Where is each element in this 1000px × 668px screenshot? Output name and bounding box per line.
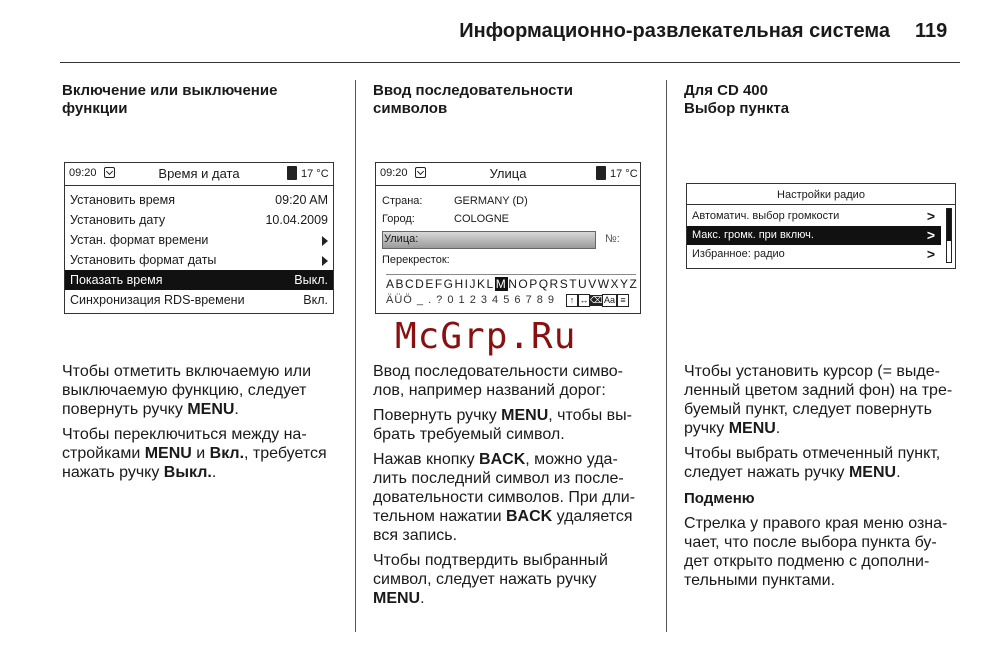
text: следует нажать ручку — [684, 464, 849, 481]
paragraph — [62, 362, 347, 419]
section-heading-cd400 — [684, 82, 789, 118]
col3-body-bottom — [684, 514, 974, 596]
crossing-label: Перекресток: — [382, 254, 450, 266]
city-value: COLOGNE — [454, 213, 510, 225]
scrollbar[interactable] — [946, 208, 952, 263]
text: вся запись. — [373, 527, 458, 544]
paragraph — [373, 362, 658, 400]
row-label: Синхронизация RDS-времени — [70, 293, 245, 307]
chevron-right-icon — [322, 230, 328, 250]
paragraph — [373, 551, 658, 608]
col3-body-top — [684, 362, 974, 488]
keyboard-function-keys[interactable] — [566, 294, 629, 307]
chevron-right-icon: > — [926, 208, 935, 224]
menu-row-favorites-radio[interactable] — [687, 245, 941, 264]
heading-line: Выбор пункта — [684, 100, 790, 117]
row-value: 10.04.2009 — [265, 213, 328, 227]
text: . — [775, 420, 781, 437]
text: повернуть ручку — [62, 401, 188, 418]
key-off: Выкл. — [163, 464, 212, 481]
section-heading-toggle-function — [62, 82, 277, 118]
header-divider — [60, 62, 960, 63]
text: Чтобы выбрать отмеченный пункт, — [684, 445, 941, 462]
character-keyboard-row-2[interactable] — [386, 294, 555, 306]
text: буемый пункт, следует повернуть — [684, 401, 932, 418]
heading-line: Включение или выключение — [62, 82, 278, 99]
house-number-label: №: — [605, 233, 620, 245]
letters-row: ABCDEFGHIJKL — [386, 277, 495, 291]
text: лить последний символ из после- — [373, 470, 624, 487]
row-label: Установить формат даты — [70, 253, 217, 267]
key-back: BACK — [479, 451, 526, 468]
text: Нажав кнопку — [373, 451, 480, 468]
row-label: Установить время — [70, 193, 175, 207]
key-menu: MENU — [187, 401, 235, 418]
row-label: Избранное: радио — [692, 248, 785, 260]
paragraph — [373, 450, 658, 545]
text: Чтобы подтвердить выбранный — [373, 552, 608, 569]
menu-row-set-time[interactable] — [65, 190, 333, 210]
paragraph — [62, 425, 347, 482]
street-input-screen — [375, 162, 641, 314]
row-value: 09:20 AM — [275, 193, 328, 207]
text: Чтобы установить курсор (= выде- — [684, 363, 940, 380]
time-date-screen — [64, 162, 334, 314]
menu-row-rds-sync[interactable] — [65, 290, 333, 310]
chevron-right-icon — [322, 250, 328, 270]
chevron-right-icon: > — [926, 246, 935, 262]
text: лов, например названий дорог: — [373, 382, 606, 399]
delete-icon[interactable]: ⌫ — [590, 295, 603, 305]
row-label: Установить дату — [70, 213, 166, 227]
paragraph — [684, 362, 974, 438]
text: стройками — [62, 445, 145, 462]
col2-body — [373, 362, 658, 614]
menu-row-auto-volume[interactable] — [687, 207, 941, 226]
upload-icon[interactable]: ↑ — [566, 294, 578, 307]
menu-row-time-format[interactable] — [65, 230, 333, 250]
heading-line: функции — [62, 100, 128, 117]
heading-line: Для CD 400 — [684, 82, 768, 99]
text: Стрелка у правого края меню озна- — [684, 515, 948, 532]
text: брать требуемый символ. — [373, 426, 565, 443]
key-menu: MENU — [144, 445, 192, 462]
key-menu: MENU — [501, 407, 549, 424]
text: Чтобы отметить включаемую или — [62, 363, 312, 380]
text: символ, следует нажать ручку — [373, 571, 597, 588]
text: . — [896, 464, 901, 481]
text: , требуется — [244, 445, 327, 462]
row-value: Выкл. — [294, 273, 328, 287]
column-divider-1 — [355, 80, 356, 632]
key-menu: MENU — [728, 420, 776, 437]
radio-settings-screen — [686, 183, 956, 269]
key-menu: MENU — [373, 590, 421, 607]
screen-status-bar — [65, 163, 333, 186]
menu-row-show-time[interactable] — [65, 270, 333, 290]
digits-row: ÄÜÖ _ . ? 0 1 2 3 4 5 6 7 8 9 — [386, 294, 556, 306]
screen-title: Настройки радио — [687, 184, 955, 205]
key-back: BACK — [506, 508, 553, 525]
key-on: Вкл. — [209, 445, 245, 462]
row-label: Макс. громк. при включ. — [692, 229, 814, 241]
menu-row-set-date[interactable] — [65, 210, 333, 230]
text: чает, что после выбора пункта бу- — [684, 534, 937, 551]
heading-line: Ввод последовательности — [373, 82, 573, 99]
text: . — [420, 590, 425, 607]
text: ленный цветом задний фон) на тре- — [684, 382, 953, 399]
text: нажать ручку — [62, 464, 164, 481]
text: довательности символов. При дли- — [373, 489, 636, 506]
text: и — [191, 445, 210, 462]
chevron-right-icon: > — [926, 227, 935, 243]
section-heading-char-input — [373, 82, 573, 118]
text: , чтобы вы- — [548, 407, 632, 424]
text: , можно уда- — [525, 451, 618, 468]
thermometer-icon — [287, 166, 297, 180]
text: тельном нажатии — [373, 508, 506, 525]
street-input-field[interactable] — [382, 231, 596, 249]
clock-time: 09:20 — [69, 167, 97, 179]
col1-body — [62, 362, 347, 488]
text: дет открыто подменю с дополни- — [684, 553, 930, 570]
character-keyboard[interactable] — [386, 274, 639, 291]
row-label: Автоматич. выбор громкости — [692, 210, 840, 222]
arrows-icon[interactable]: ↔ — [579, 295, 589, 305]
text: Ввод последовательности симво- — [373, 363, 623, 380]
screen-status-bar — [376, 163, 640, 186]
text: . — [211, 464, 217, 481]
city-label: Город: — [382, 213, 415, 225]
thermometer-icon — [596, 166, 606, 180]
selected-letter[interactable]: M — [495, 277, 508, 291]
screen-title: Улица — [489, 166, 527, 181]
screen-title: Время и дата — [158, 166, 240, 181]
menu-row-date-format[interactable] — [65, 250, 333, 270]
watermark: McGrp.Ru — [395, 316, 577, 357]
country-value: GERMANY (D) — [454, 195, 528, 207]
column-divider-2 — [666, 80, 667, 632]
text: тельными пунктами. — [684, 572, 836, 589]
case-toggle-button[interactable]: Aa — [604, 295, 616, 305]
scrollbar-thumb[interactable] — [947, 209, 951, 241]
heading-line: символов — [373, 100, 448, 117]
letters-row: NOPQRSTUVWXYZ — [508, 277, 639, 291]
text: удаляется — [552, 508, 633, 525]
text: . — [234, 401, 239, 418]
paragraph — [373, 406, 658, 444]
page-number: 119 — [915, 20, 948, 42]
text: Чтобы переключиться между на- — [62, 426, 307, 443]
row-label: Устан. формат времени — [70, 233, 209, 247]
page-header-title: Информационно-развлекательная система — [459, 20, 890, 42]
menu-row-max-volume[interactable] — [687, 226, 941, 245]
text: Повернуть ручку — [373, 407, 502, 424]
text: выключаемую функцию, следует — [62, 382, 307, 399]
row-label: Показать время — [70, 273, 163, 287]
temperature: 17 °C — [610, 168, 638, 180]
country-label: Страна: — [382, 195, 423, 207]
clock-time: 09:20 — [380, 167, 408, 179]
list-icon[interactable]: ≡ — [617, 294, 629, 307]
key-menu: MENU — [848, 464, 897, 481]
subheading-submenu: Подменю — [684, 490, 755, 507]
temperature: 17 °C — [301, 168, 329, 180]
street-label: Улица: — [384, 233, 419, 245]
paragraph — [684, 444, 974, 482]
row-value: Вкл. — [303, 293, 328, 307]
text: ручку — [684, 420, 729, 437]
paragraph — [684, 514, 974, 590]
